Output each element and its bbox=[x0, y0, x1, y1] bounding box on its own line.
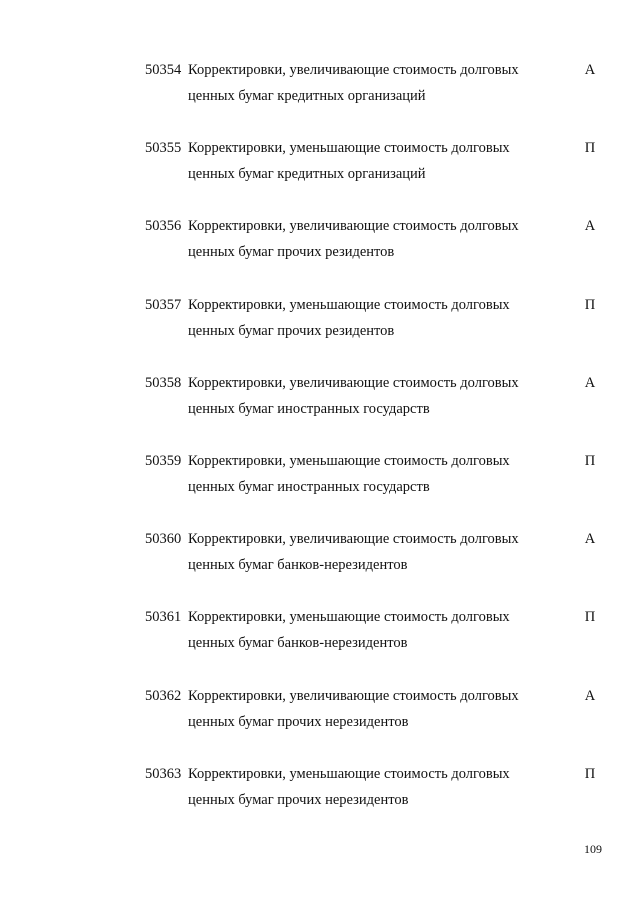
page-number: 109 bbox=[584, 842, 602, 856]
account-description-line-1: Корректировки, увеличивающие стоимость долговых bbox=[188, 531, 519, 548]
account-code: 50355 bbox=[145, 140, 182, 157]
account-code: 50363 bbox=[145, 765, 182, 782]
account-entry bbox=[0, 684, 640, 762]
account-description-line-2: ценных бумаг иностранных государств bbox=[188, 478, 430, 495]
account-code: 50362 bbox=[145, 687, 182, 704]
account-code: 50359 bbox=[145, 452, 182, 469]
account-description-line-1: Корректировки, уменьшающие стоимость долговых bbox=[188, 140, 510, 157]
account-description-line-2: ценных бумаг кредитных организаций bbox=[188, 166, 426, 183]
account-description-line-2: ценных бумаг иностранных государств bbox=[188, 400, 430, 417]
account-code: 50354 bbox=[145, 62, 182, 78]
account-type: П bbox=[584, 140, 596, 157]
account-type: А bbox=[584, 531, 596, 548]
account-entry bbox=[0, 605, 640, 683]
account-type: А bbox=[584, 218, 596, 235]
account-description-line-2: ценных бумаг прочих нерезидентов bbox=[188, 791, 409, 808]
account-type: П bbox=[584, 452, 596, 469]
account-description-line-1: Корректировки, уменьшающие стоимость долговых bbox=[188, 609, 510, 626]
account-description-line-2: ценных бумаг прочих нерезидентов bbox=[188, 713, 409, 730]
account-entry bbox=[0, 58, 640, 136]
account-type: А bbox=[584, 374, 596, 391]
account-entry bbox=[0, 762, 640, 840]
account-type: А bbox=[584, 687, 596, 704]
account-description-line-2: ценных бумаг прочих резидентов bbox=[188, 322, 395, 339]
account-code: 50358 bbox=[145, 374, 182, 391]
account-entry bbox=[0, 293, 640, 371]
account-description-line-1: Корректировки, увеличивающие стоимость долговых bbox=[188, 687, 519, 704]
account-description-line-1: Корректировки, увеличивающие стоимость долговых bbox=[188, 218, 519, 235]
account-description-line-1: Корректировки, увеличивающие стоимость долговых bbox=[188, 374, 519, 391]
account-entry bbox=[0, 371, 640, 449]
account-description-line-1: Корректировки, увеличивающие стоимость долговых bbox=[188, 62, 519, 78]
account-type: П bbox=[584, 765, 596, 782]
account-description-line-2: ценных бумаг банков-нерезидентов bbox=[188, 557, 408, 574]
account-type: П bbox=[584, 609, 596, 626]
account-description-line-2: ценных бумаг прочих резидентов bbox=[188, 244, 395, 261]
account-description-line-1: Корректировки, уменьшающие стоимость долговых bbox=[188, 296, 510, 313]
account-code: 50356 bbox=[145, 218, 182, 235]
account-code: 50361 bbox=[145, 609, 182, 626]
account-code: 50360 bbox=[145, 531, 182, 548]
account-description-line-2: ценных бумаг банков-нерезидентов bbox=[188, 635, 408, 652]
account-type: А bbox=[584, 62, 596, 78]
account-entry bbox=[0, 136, 640, 214]
account-description-line-1: Корректировки, уменьшающие стоимость долговых bbox=[188, 765, 510, 782]
account-entry bbox=[0, 527, 640, 605]
account-list bbox=[0, 58, 640, 840]
account-description-line-2: ценных бумаг кредитных организаций bbox=[188, 88, 426, 104]
account-entry bbox=[0, 449, 640, 527]
account-entry bbox=[0, 214, 640, 292]
account-description-line-1: Корректировки, уменьшающие стоимость долговых bbox=[188, 452, 510, 469]
account-type: П bbox=[584, 296, 596, 313]
account-code: 50357 bbox=[145, 296, 182, 313]
